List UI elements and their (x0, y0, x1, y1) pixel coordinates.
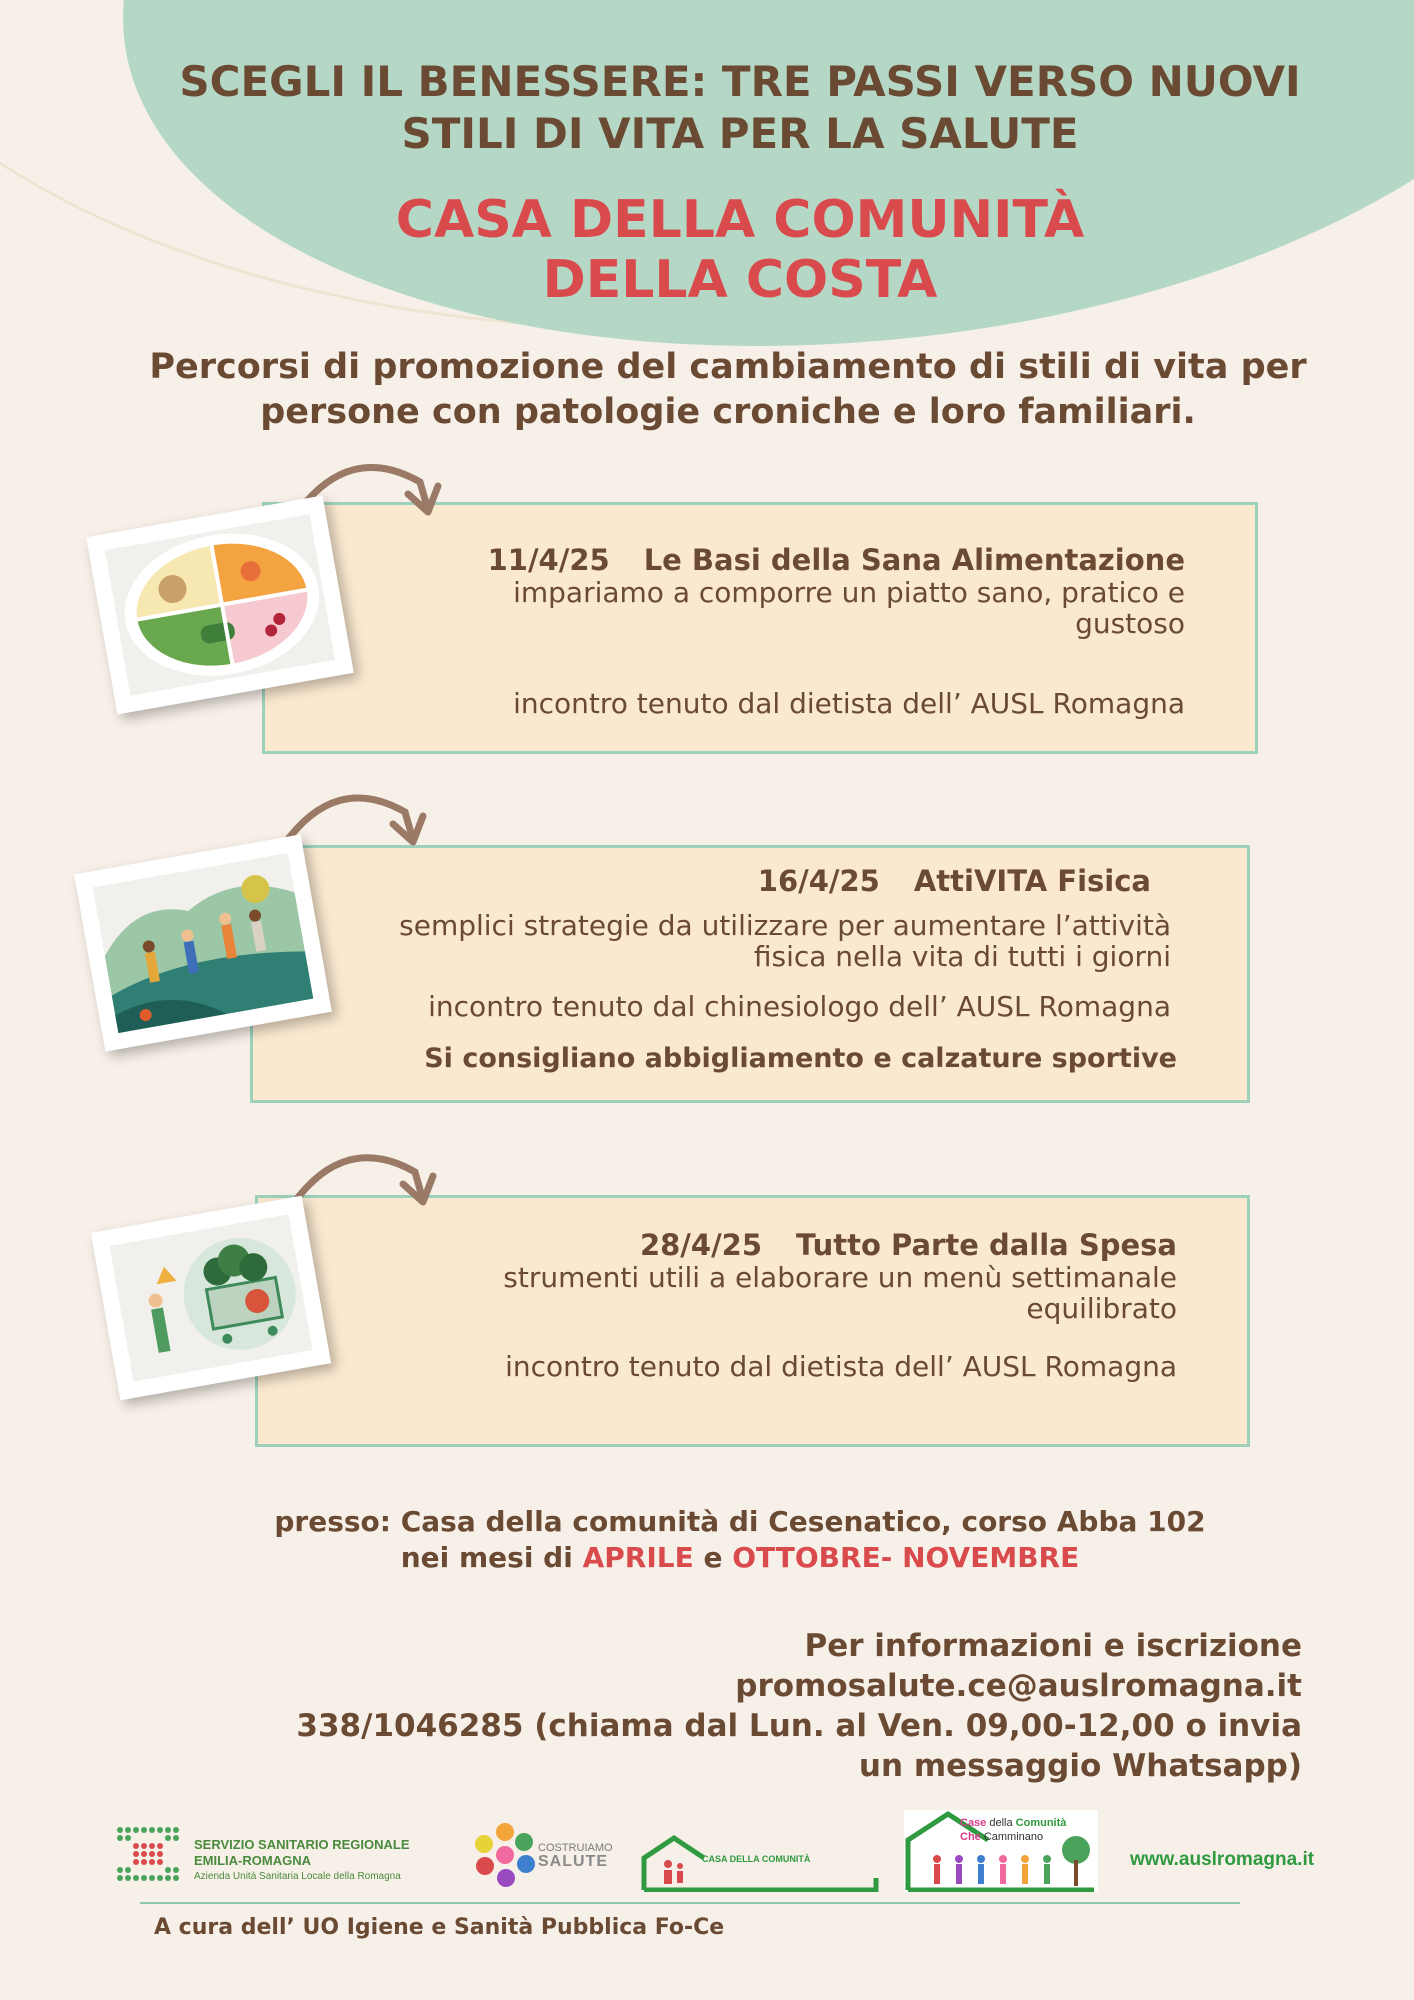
event-card-3 (255, 1195, 1250, 1447)
title-line-1: SCEGLI IL BENESSERE: TRE PASSI VERSO NUOVI (179, 57, 1301, 106)
event-description (353, 910, 1171, 972)
footer-divider (140, 1902, 1240, 1904)
event-date: 16/4/25 (757, 864, 880, 898)
costruiamo-salute-logo (472, 1822, 612, 1892)
contact-phone-note: un messaggio Whatsapp) (858, 1748, 1302, 1784)
event-speaker: incontro tenuto dal dietista dell’ AUSL Romagna (513, 687, 1185, 720)
intro-line-2: persone con patologie croniche e loro familiari. (260, 392, 1196, 432)
event-heading (358, 1228, 1177, 1262)
event-description (365, 577, 1185, 639)
cdcc-word-comunita: Comunità (1015, 1817, 1067, 1829)
location-address: presso: Casa della comunità di Cesenatico, corso Abba 102 (274, 1505, 1206, 1538)
cdcc-word-camminano: Camminano (980, 1831, 1044, 1843)
months-prefix: nei mesi di (400, 1541, 583, 1574)
location-months (0, 1540, 1414, 1576)
month-april: APRILE (582, 1541, 694, 1574)
curved-arrow-icon (285, 1142, 445, 1212)
ssr-line-3: Azienda Unità Sanitaria Locale della Romagna (194, 1871, 401, 1882)
event-speaker: incontro tenuto dal chinesiologo dell’ AUSL Romagna (428, 990, 1171, 1023)
intro-text (0, 345, 1414, 435)
cdcc-word-che: Che (960, 1831, 981, 1843)
ssr-line-2: EMILIA-ROMAGNA (194, 1853, 311, 1868)
casa-della-comunita-logo (640, 1834, 880, 1892)
ssr-dot-grid-icon (116, 1822, 188, 1892)
page-subtitle (0, 190, 1414, 310)
event-date: 28/4/25 (639, 1228, 763, 1262)
contact-heading: Per informazioni e iscrizione (804, 1628, 1302, 1664)
subtitle-line-1: CASA DELLA COMUNITÀ (395, 190, 1085, 250)
months-conjunction: e (693, 1541, 733, 1574)
casa-comunita-text: CASA DELLA COMUNITÀ (702, 1854, 811, 1864)
colorful-circle-icon (472, 1822, 538, 1888)
cdcc-word-case: Case (960, 1817, 987, 1829)
event-description-line-1: strumenti utili a elaborare un menù settimanale (503, 1261, 1177, 1294)
contact-phone[interactable]: 338/1046285 (chiama dal Lun. al Ven. 09,00-12,00 o invia (296, 1708, 1302, 1744)
event-note: Si consigliano abbigliamento e calzature sportive (424, 1043, 1177, 1074)
salute-text: SALUTE (538, 1853, 608, 1870)
event-title: AttiVITA Fisica (913, 864, 1151, 898)
event-heading (353, 864, 1151, 898)
event-title: Tutto Parte dalla Spesa (796, 1228, 1177, 1262)
event-description-line-1: semplici strategie da utilizzare per aumentare l’attività (399, 909, 1171, 942)
case-comunita-camminano-logo (904, 1810, 1098, 1892)
event-speaker: incontro tenuto dal dietista dell’ AUSL Romagna (505, 1350, 1177, 1383)
event-description-line-2: equilibrato (1026, 1292, 1177, 1325)
event-date: 11/4/25 (487, 543, 610, 577)
event-card-2 (250, 845, 1250, 1103)
event-description-line-2: fisica nella vita di tutti i giorni (753, 940, 1171, 973)
month-october-november: OTTOBRE- NOVEMBRE (732, 1541, 1080, 1574)
footer-credit: A cura dell’ UO Igiene e Sanità Pubblica Fo-Ce (154, 1915, 725, 1940)
event-title: Le Basi della Sana Alimentazione (643, 543, 1185, 577)
event-description-line-2: gustoso (1075, 607, 1185, 640)
event-heading (365, 543, 1185, 577)
intro-line-1: Percorsi di promozione del cambiamento di stili di vita per (149, 347, 1307, 387)
costruiamo-text: COSTRUIAMO (538, 1842, 613, 1854)
website-link[interactable]: www.auslromagna.it (1130, 1849, 1315, 1870)
event-description (358, 1262, 1177, 1324)
location-info (0, 1504, 1414, 1576)
ssr-line-1: SERVIZIO SANITARIO REGIONALE (194, 1837, 410, 1852)
event-description-line-1: impariamo a comporre un piatto sano, pratico e (513, 576, 1185, 609)
event-card-1 (262, 502, 1258, 754)
ssr-emilia-romagna-logo (116, 1822, 456, 1892)
subtitle-line-2: DELLA COSTA (542, 250, 938, 310)
title-line-2: STILI DI VITA PER LA SALUTE (401, 109, 1079, 158)
cdcc-word-della: della (986, 1817, 1016, 1829)
contact-email[interactable]: promosalute.ce@auslromagna.it (735, 1668, 1302, 1704)
page-title (0, 56, 1414, 160)
contact-info (202, 1626, 1302, 1786)
